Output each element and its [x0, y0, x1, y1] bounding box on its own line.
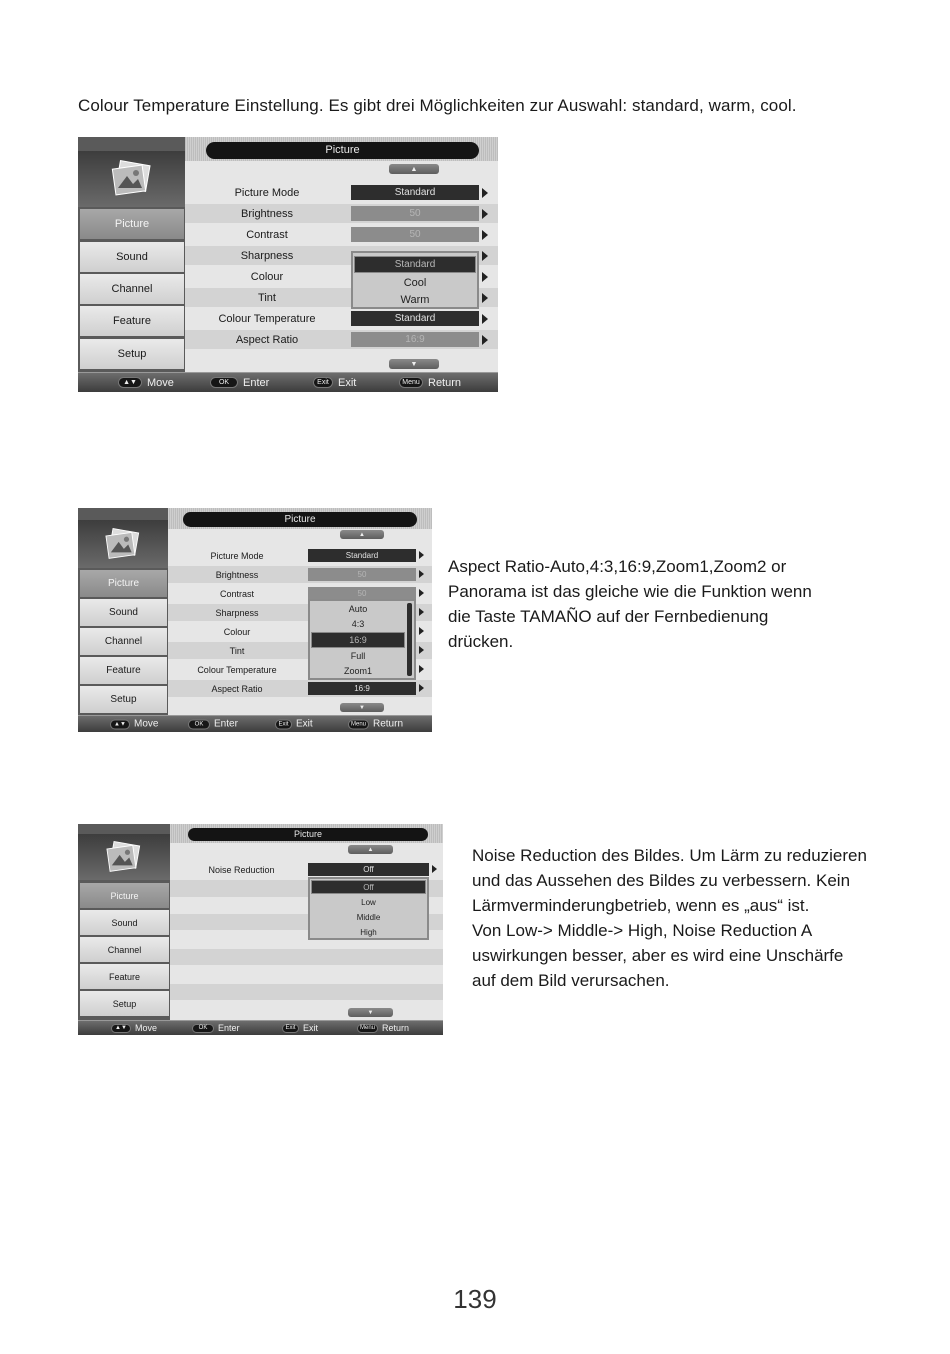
scroll-down-icon[interactable]: ▼	[348, 1008, 393, 1017]
desc-line: Noise Reduction des Bildes. Um Lärm zu reduzieren	[472, 846, 867, 865]
sidebar-item-sound[interactable]: Sound	[80, 910, 169, 935]
hint-move-label: Move	[135, 1023, 158, 1033]
sidebar-item-feature[interactable]: Feature	[80, 964, 169, 989]
menu-row-empty	[170, 949, 443, 965]
menu-title: Picture	[188, 828, 428, 841]
right-arrow-icon	[482, 251, 488, 261]
hint-return	[357, 1023, 409, 1033]
hint-move	[118, 377, 174, 389]
option-16-9[interactable]: 16:9	[312, 633, 404, 647]
sidebar-item-feature[interactable]: Feature	[80, 657, 167, 684]
ok-key-icon: OK	[210, 377, 238, 388]
value-brightness[interactable]: 50	[308, 568, 416, 581]
photo-icon	[78, 834, 170, 880]
option-off[interactable]: Off	[312, 881, 425, 893]
desc-line: die Taste TAMAÑO auf der Fernbedienung	[448, 607, 769, 626]
scroll-up-icon[interactable]: ▲	[340, 530, 384, 539]
exit-key-icon: Exit	[313, 377, 333, 388]
menu-key-icon: Menu	[399, 377, 423, 388]
row-label: Brightness	[241, 207, 293, 220]
sidebar-item-sound[interactable]: Sound	[80, 242, 184, 272]
sidebar-item-channel[interactable]: Channel	[80, 937, 169, 962]
sidebar-item-setup[interactable]: Setup	[80, 991, 169, 1016]
tv-menu-colour-temperature	[78, 137, 498, 392]
value-picture-mode[interactable]: Standard	[308, 549, 416, 562]
hint-enter-label: Enter	[243, 376, 270, 389]
row-label: Brightness	[215, 569, 259, 580]
aspect-ratio-dropdown	[308, 599, 416, 680]
right-arrow-icon	[419, 570, 424, 578]
value-brightness[interactable]: 50	[351, 206, 479, 221]
row-label: Contrast	[246, 228, 288, 241]
scroll-up-icon[interactable]: ▲	[389, 164, 439, 174]
option-warm[interactable]: Warm	[400, 293, 430, 306]
option-zoom1[interactable]: Zoom1	[343, 666, 372, 676]
menu-key-icon: Menu	[357, 1024, 378, 1033]
hint-exit-label: Exit	[296, 718, 313, 730]
hint-return-label: Return	[428, 376, 462, 389]
right-arrow-icon	[419, 608, 424, 616]
value-aspect-ratio[interactable]: 16:9	[351, 332, 479, 347]
move-key-icon: ▲▼	[110, 719, 130, 729]
hint-move-label: Move	[134, 718, 159, 730]
hint-exit-label: Exit	[338, 376, 357, 389]
row-label: Colour	[223, 626, 251, 637]
hint-enter-label: Enter	[218, 1023, 240, 1033]
sidebar-item-sound[interactable]: Sound	[80, 599, 167, 626]
intro-text: Colour Temperature Einstellung. Es gibt drei Möglichkeiten zur Auswahl: standard, warm, cool.	[78, 96, 797, 115]
row-label: Picture Mode	[210, 550, 264, 561]
option-high[interactable]: High	[360, 927, 377, 937]
row-label: Aspect Ratio	[211, 683, 263, 694]
ok-key-icon: OK	[188, 719, 210, 729]
value-noise-reduction[interactable]: Off	[308, 863, 429, 876]
value-aspect-ratio[interactable]: 16:9	[308, 682, 416, 695]
row-label: Tint	[258, 291, 276, 304]
sidebar-item-channel[interactable]: Channel	[80, 274, 184, 304]
option-cool[interactable]: Cool	[403, 276, 427, 289]
sidebar-item-setup[interactable]: Setup	[80, 339, 184, 369]
menu-title: Picture	[206, 142, 479, 159]
sidebar-item-feature[interactable]: Feature	[80, 306, 184, 336]
value-contrast[interactable]: 50	[308, 587, 416, 600]
sidebar-item-picture[interactable]: Picture	[80, 570, 167, 597]
hint-enter-label: Enter	[214, 718, 238, 730]
right-arrow-icon	[482, 209, 488, 219]
desc-line: auf dem Bild verursachen.	[472, 971, 670, 990]
desc-line: Panorama ist das gleiche wie die Funktion wenn	[448, 582, 812, 601]
hint-exit	[275, 719, 313, 730]
sidebar-item-setup[interactable]: Setup	[80, 686, 167, 713]
hint-enter	[210, 377, 269, 389]
move-key-icon: ▲▼	[111, 1024, 131, 1033]
row-label: Sharpness	[240, 249, 294, 262]
row-label: Aspect Ratio	[235, 333, 299, 346]
right-arrow-icon	[419, 665, 424, 673]
scroll-up-icon[interactable]: ▲	[348, 845, 393, 854]
right-arrow-icon	[482, 230, 488, 240]
hint-exit-label: Exit	[303, 1023, 319, 1033]
photo-icon	[78, 151, 185, 207]
hint-move	[110, 719, 158, 730]
row-label: Picture Mode	[234, 186, 300, 199]
hint-return	[399, 377, 461, 389]
bottom-hint-bar	[78, 715, 432, 732]
hint-return-label: Return	[382, 1023, 410, 1033]
move-key-icon: ▲▼	[118, 377, 142, 388]
photo-icon	[78, 520, 168, 568]
row-label: Contrast	[219, 588, 254, 599]
right-arrow-icon	[419, 684, 424, 692]
row-label: Tint	[229, 645, 245, 656]
option-full[interactable]: Full	[350, 651, 366, 661]
hint-exit	[313, 377, 356, 389]
hint-enter	[192, 1023, 240, 1033]
option-middle[interactable]: Middle	[356, 912, 381, 922]
scroll-down-icon[interactable]: ▼	[340, 703, 384, 712]
ok-key-icon: OK	[192, 1024, 214, 1033]
value-colour-temperature[interactable]: Standard	[351, 311, 479, 326]
tv-menu-aspect-ratio	[78, 508, 432, 732]
hint-return	[348, 719, 403, 730]
bottom-hint-bar	[78, 372, 498, 392]
exit-key-icon: Exit	[275, 719, 292, 729]
colour-temperature-dropdown	[351, 251, 479, 309]
noise-reduction-dropdown	[308, 877, 429, 940]
hint-move-label: Move	[147, 376, 174, 389]
hint-enter	[188, 719, 238, 730]
option-4-3[interactable]: 4:3	[351, 619, 365, 629]
sidebar-item-picture[interactable]: Picture	[80, 209, 184, 239]
right-arrow-icon	[419, 627, 424, 635]
sidebar	[78, 508, 168, 716]
exit-key-icon: Exit	[282, 1024, 299, 1033]
sidebar	[78, 137, 185, 375]
row-label: Sharpness	[215, 607, 259, 618]
aspect-ratio-description	[448, 554, 812, 654]
desc-line: Aspect Ratio-Auto,4:3,16:9,Zoom1,Zoom2 or	[448, 557, 787, 576]
option-low[interactable]: Low	[361, 897, 376, 907]
right-arrow-icon	[482, 188, 488, 198]
right-arrow-icon	[419, 551, 424, 559]
sidebar-item-channel[interactable]: Channel	[80, 628, 167, 655]
page-number: 139	[453, 1284, 497, 1314]
option-standard[interactable]: Standard	[355, 257, 475, 272]
row-label: Colour Temperature	[197, 664, 277, 675]
row-label: Colour Temperature	[218, 312, 316, 325]
menu-key-icon: Menu	[348, 719, 369, 729]
scroll-down-icon[interactable]: ▼	[389, 359, 439, 369]
value-contrast[interactable]: 50	[351, 227, 479, 242]
right-arrow-icon	[482, 335, 488, 345]
noise-reduction-description	[472, 843, 867, 993]
right-arrow-icon	[419, 589, 424, 597]
row-label: Colour	[250, 270, 284, 283]
hint-move	[111, 1023, 157, 1033]
value-picture-mode[interactable]: Standard	[351, 185, 479, 200]
row-label: Noise Reduction	[208, 864, 275, 875]
right-arrow-icon	[482, 272, 488, 282]
sidebar-item-picture[interactable]: Picture	[80, 883, 169, 908]
tv-menu-noise-reduction	[78, 824, 443, 1035]
option-auto[interactable]: Auto	[348, 604, 368, 614]
right-arrow-icon	[482, 314, 488, 324]
desc-line: uswirkungen besser, aber es wird eine Unschärfe	[472, 946, 844, 965]
desc-line: und das Aussehen des Bildes zu verbessern. Kein	[472, 871, 851, 890]
right-arrow-icon	[419, 646, 424, 654]
menu-row-empty	[170, 984, 443, 1000]
menu-title: Picture	[183, 512, 417, 527]
hint-exit	[282, 1023, 318, 1033]
desc-line: Von Low-> Middle-> High, Noise Reduction A	[472, 921, 813, 940]
hint-return-label: Return	[373, 718, 404, 730]
desc-line: drücken.	[448, 632, 514, 651]
bottom-hint-bar	[78, 1020, 443, 1035]
desc-line: Lärmverminderungbetrieb, wenn es „aus“ ist.	[472, 896, 810, 915]
sidebar	[78, 824, 170, 1021]
right-arrow-icon	[482, 293, 488, 303]
dropdown-scrollbar[interactable]	[407, 603, 412, 676]
right-arrow-icon	[432, 865, 437, 873]
